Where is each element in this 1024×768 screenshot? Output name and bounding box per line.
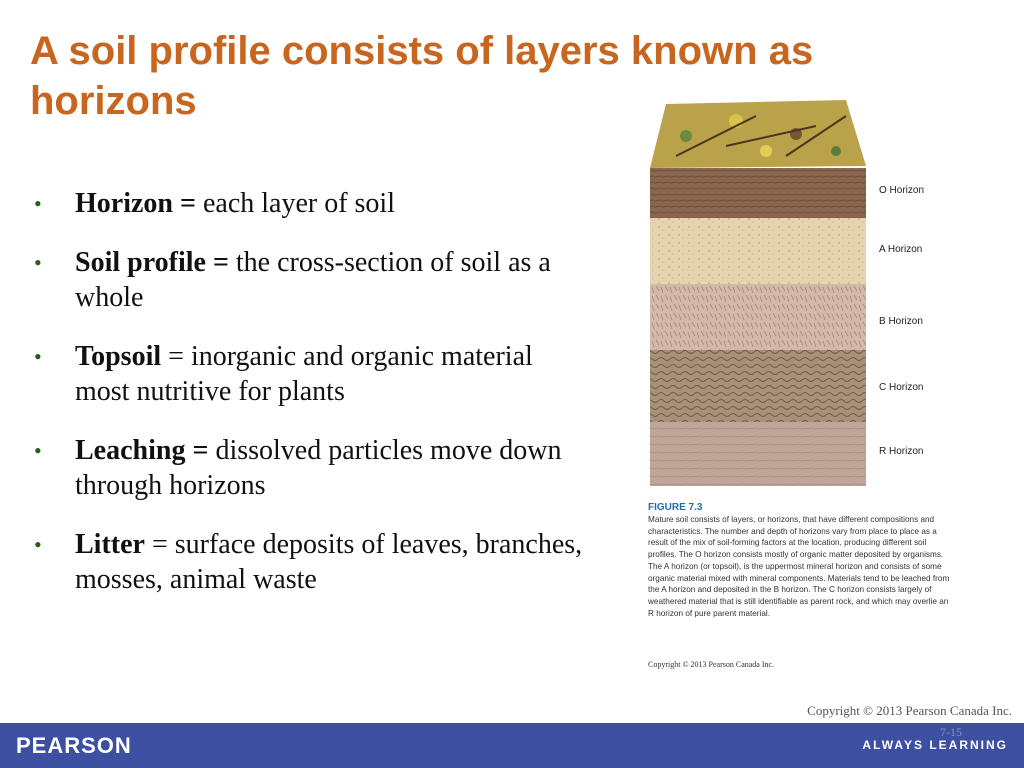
b-horizon-layer (650, 284, 866, 350)
bullet-separator: = (161, 341, 191, 372)
horizon-label-b: B Horizon (879, 316, 923, 327)
slide-copyright: Copyright © 2013 Pearson Canada Inc. (807, 703, 1012, 718)
horizon-label-o: O Horizon (879, 185, 925, 196)
slide-title: A soil profile consists of layers known as horizons (30, 29, 814, 123)
bullet-dot-icon: • (34, 344, 42, 369)
figure-copyright: Copyright © 2013 Pearson Canada Inc. (648, 660, 775, 669)
horizon-label-c: C Horizon (879, 382, 924, 393)
a-horizon-layer (650, 218, 866, 284)
leaf-shape (680, 130, 692, 142)
soil-profile-illustration (646, 96, 876, 488)
bullet-item (30, 186, 590, 221)
leaf-shape (760, 145, 772, 157)
figure-caption: Mature soil consists of layers, or horizons, that have different compositions and characteristics. The number and depth of horizons vary from place to place as a result of the mix of soil-forming factors at the location, producing different soil profiles. The O horizon consists mostly of organic matter deposited by organisms. The A horizon (or topsoil), is the uppermost mineral horizon and consists of some organic material mixed with mineral components. Materials tend to be leached from the A horizon and deposited in the B horizon. The C horizon consists largely of weathered material that is still identifiable as parent rock, and which may overlie an R horizon of pure parent material. (648, 515, 950, 618)
bullet-term: Soil profile (75, 247, 206, 278)
pearson-logo: PEARSON (16, 733, 132, 758)
bullet-term: Topsoil (75, 341, 162, 372)
horizon-label-r: R Horizon (879, 446, 924, 457)
bullet-dot-icon: • (34, 250, 42, 275)
bullet-dot-icon: • (34, 438, 42, 463)
bullet-term: Horizon (75, 188, 173, 219)
bullet-dot-icon: • (34, 532, 42, 557)
bullet-item (30, 527, 590, 597)
bullet-definition: the cross-section of soil as a whole (75, 247, 551, 313)
soil-profile-figure (646, 96, 966, 676)
figure-title: FIGURE 7.3 (648, 502, 703, 513)
c-horizon-layer (650, 350, 866, 422)
bullet-item (30, 339, 590, 409)
bullet-separator: = (205, 247, 236, 278)
leaf-shape (831, 146, 841, 156)
bullet-item (30, 245, 590, 315)
bullet-dot-icon: • (34, 191, 42, 216)
always-learning-tagline: ALWAYS LEARNING (862, 738, 1008, 752)
bullet-list (30, 186, 590, 621)
bullet-separator: = (173, 188, 203, 219)
r-horizon-layer (650, 422, 866, 486)
bullet-item (30, 433, 590, 503)
footer-bar (0, 723, 1024, 768)
bullet-term: Litter (75, 529, 145, 560)
bullet-term: Leaching (75, 435, 186, 466)
bullet-definition: each layer of soil (202, 188, 395, 219)
bullet-definition: dissolved particles move down through horizons (75, 435, 562, 501)
o-horizon-layer (650, 168, 866, 218)
slide-number: 7-15 (940, 725, 962, 739)
bullet-separator: = (144, 529, 175, 560)
horizon-label-a: A Horizon (879, 244, 923, 255)
bullet-separator: = (185, 435, 216, 466)
bullet-definition: surface deposits of leaves, branches, mosses, animal waste (75, 529, 583, 595)
bullet-definition: inorganic and organic material most nutritive for plants (75, 341, 533, 407)
